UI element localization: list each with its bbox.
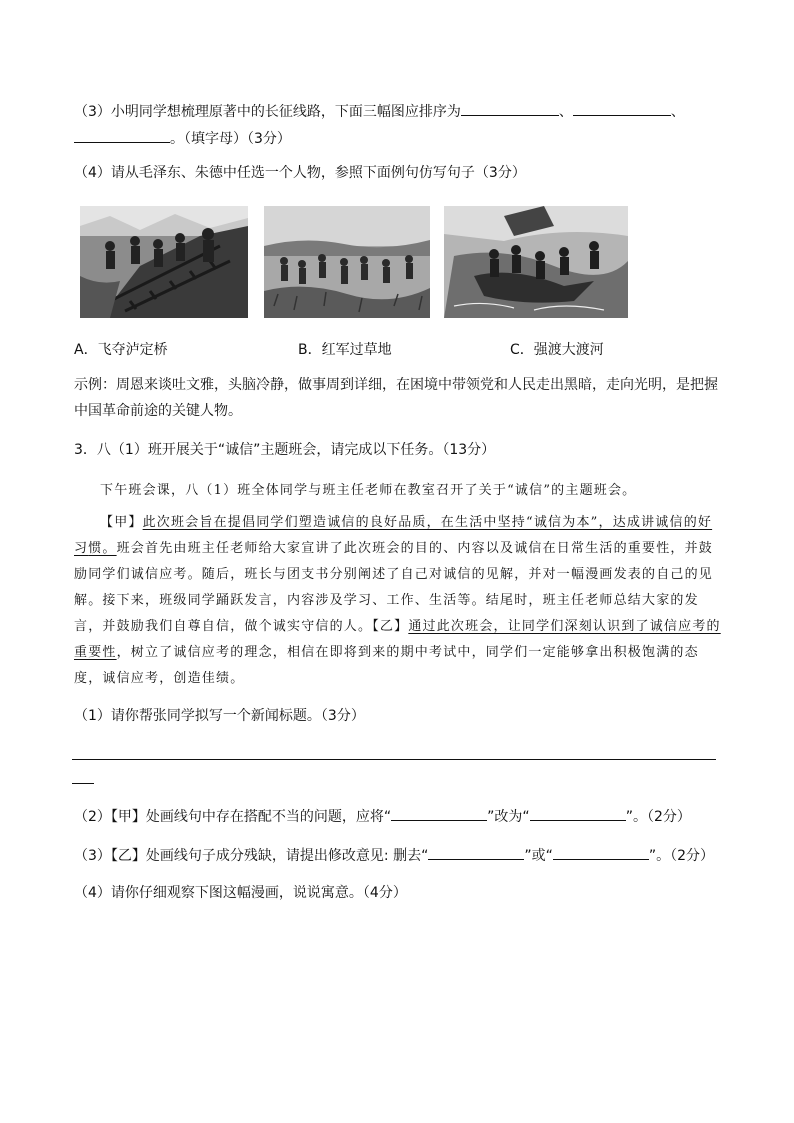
q4-imitate-line (74, 163, 526, 183)
answer-line-tail[interactable] (72, 783, 94, 784)
jia-tag: 【甲】 (100, 515, 143, 530)
answer-line[interactable] (72, 759, 716, 760)
sub2-middle: ”改为“ (487, 809, 530, 825)
sub3-suffix: ”。（2分） (648, 848, 715, 864)
sub3-blank-1[interactable] (428, 845, 524, 860)
sub3-prefix: （3）【乙】处画线句子成分残缺，请提出修改意见: 删去“ (74, 848, 429, 864)
sub2-suffix: ”。（2分） (625, 809, 691, 825)
sub-question-4: （4）请你仔细观察下图这幅漫画，说说寓意。（4分） (74, 885, 407, 901)
sub2-prefix: （2）【甲】处画线句中存在搭配不当的问题，应将“ (74, 809, 392, 825)
sub-question-1: （1）请你帮张同学拟写一个新闻标题。（3分） (74, 708, 365, 724)
q3-route-line-2 (74, 128, 291, 149)
passage-body (74, 510, 724, 692)
example-line-1: 示例：周恩来谈吐文雅，头脑冷静，做事周到详细，在困境中带领党和人民走出黑暗，走向光明，是把握 (74, 377, 718, 393)
jia-underlined-sentence-end: 惯。 (88, 541, 117, 556)
sub-question-3 (74, 845, 714, 866)
yi-underlined-sentence: 通过此次班会，让同学们深刻认识到了诚信应考的重要性 (74, 619, 721, 660)
passage-intro: 下午班会课，八（1）班全体同学与班主任老师在教室召开了关于“诚信”的主题班会。 (100, 483, 637, 498)
river-crossing-engraving (444, 206, 628, 318)
separator-1: 、 (558, 104, 573, 120)
picture-caption-a: A．飞夺泸定桥 (74, 342, 168, 358)
sub3-middle: ”或“ (524, 848, 553, 864)
yi-tag: 【乙】 (372, 619, 409, 634)
grassland-march-engraving (264, 206, 430, 318)
sub2-blank-2[interactable] (530, 806, 626, 821)
answer-blank-2[interactable] (573, 101, 671, 116)
answer-blank-3[interactable] (74, 128, 170, 143)
sub2-blank-1[interactable] (391, 806, 487, 821)
question-3-heading: 3．八（1）班开展关于“诚信”主题班会，请完成以下任务。（13分） (74, 442, 496, 458)
q3-route-tail: 。（填字母）（3分） (170, 131, 291, 147)
picture-caption-b: B．红军过草地 (298, 342, 392, 358)
jia-underlined-sentence: 此次班会旨在提倡同学们塑造诚信的良好品质，在生活中坚持“诚信为本”，达成讲诚信的好习 (74, 515, 713, 556)
passage (74, 478, 724, 692)
separator-2: 、 (670, 104, 685, 120)
answer-blank-1[interactable] (461, 101, 559, 116)
sub3-blank-2[interactable] (553, 845, 649, 860)
picture-caption-c: C．强渡大渡河 (510, 342, 604, 358)
q3-route-text: （3）小明同学想梳理原著中的长征线路，下面三幅图应排序为 (74, 104, 461, 120)
q3-route-line (74, 101, 685, 122)
example-line-2: 中国革命前途的关键人物。 (74, 403, 242, 419)
passage-body-text: 班会首先由班主任老师给大家宣讲了此次班会的目的、内容以及诚信在日常生活的重要性，并鼓励同学们诚信应考。随后，班长与团支书分别阐述了自己对诚信的见解，并对一幅漫画发表的自己的见解。接下来，班级同学踊跃发言，内容涉及学习、工作、生活等。结尾时，班主任老师总结大家的发言，并鼓励我们自尊自信，做个诚实守信的人。 (74, 541, 714, 634)
sub-question-2 (74, 806, 691, 827)
bridge-battle-engraving (80, 206, 248, 318)
q4-imitate-text: （4）请从毛泽东、朱德中任选一个人物，参照下面例句仿写句子（3分） (74, 165, 526, 181)
passage-end-text: ，树立了诚信应考的理念，相信在即将到来的期中考试中，同学们一定能够拿出积极饱满的态度，诚信应考，创造佳绩。 (74, 645, 699, 686)
